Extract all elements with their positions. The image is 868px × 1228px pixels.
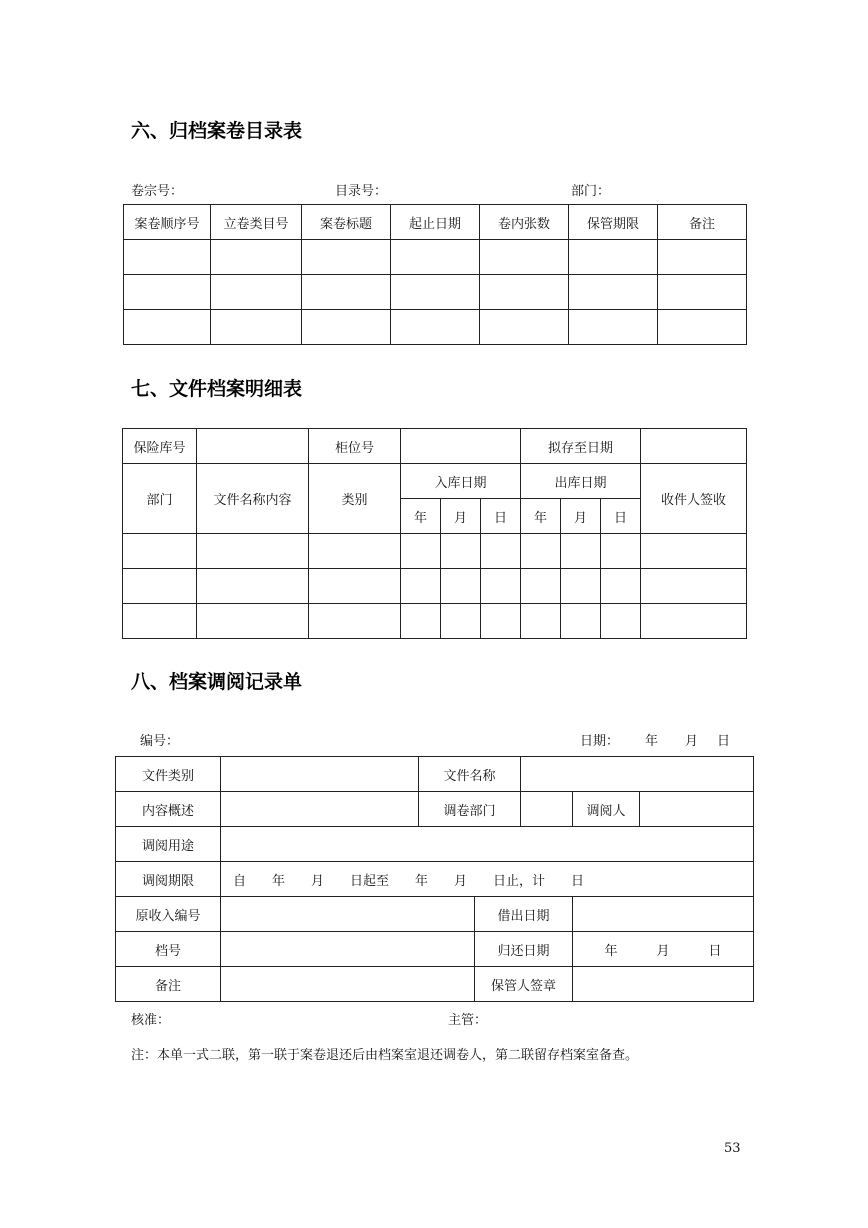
vault-number-value — [197, 429, 309, 464]
header-volume-seq: 案卷顺序号 — [124, 205, 211, 240]
content-summary-value — [221, 792, 419, 827]
table-row — [124, 310, 747, 345]
original-number-label: 原收入编号 — [116, 897, 221, 932]
keeper-sign-value — [573, 967, 754, 1002]
remarks-value — [221, 967, 475, 1002]
table-row — [124, 240, 747, 275]
table-row — [123, 429, 747, 464]
file-number-value — [221, 932, 475, 967]
header-out-day: 日 — [601, 499, 641, 534]
keeper-sign-label: 保管人签章 — [475, 967, 573, 1002]
header-category: 类别 — [309, 464, 401, 534]
reader-label: 调阅人 — [573, 792, 640, 827]
page-number: 53 — [724, 1141, 741, 1156]
header-receiver-sign: 收件人签收 — [641, 464, 747, 534]
header-out-year: 年 — [521, 499, 561, 534]
store-until-label: 拟存至日期 — [521, 429, 641, 464]
header-volume-title: 案卷标题 — [302, 205, 391, 240]
supervisor-label: 主管： — [448, 1013, 488, 1028]
record-date-day: 日 — [717, 734, 731, 749]
volume-number-label: 卷宗号： — [131, 184, 184, 199]
header-in-day: 日 — [481, 499, 521, 534]
table-row — [116, 932, 754, 967]
access-period-value: 自 年 月 日起至 年 月 日止，计 日 — [221, 862, 754, 897]
header-category-no: 立卷类目号 — [211, 205, 302, 240]
file-number-label: 档号 — [116, 932, 221, 967]
header-in-month: 月 — [441, 499, 481, 534]
vault-number-label: 保险库号 — [123, 429, 197, 464]
file-name-label: 文件名称 — [419, 757, 521, 792]
table-row — [123, 534, 747, 569]
borrow-department-value — [521, 792, 573, 827]
record-date-year: 年 — [645, 734, 659, 749]
record-number-label: 编号： — [140, 734, 180, 749]
table-row — [123, 569, 747, 604]
file-name-value — [521, 757, 754, 792]
table-row — [116, 897, 754, 932]
return-date-value: 年 月 日 — [573, 932, 754, 967]
record-date-label: 日期： — [580, 734, 620, 749]
header-retention: 保管期限 — [569, 205, 658, 240]
header-remarks: 备注 — [658, 205, 747, 240]
purpose-value — [221, 827, 754, 862]
table-row — [124, 275, 747, 310]
header-out-date: 出库日期 — [521, 464, 641, 499]
table-row — [116, 967, 754, 1002]
header-in-date: 入库日期 — [401, 464, 521, 499]
table-row — [123, 604, 747, 639]
lend-date-label: 借出日期 — [475, 897, 573, 932]
original-number-value — [221, 897, 475, 932]
archive-volume-catalog-table — [123, 204, 747, 345]
access-period-label: 调阅期限 — [116, 862, 221, 897]
form-note: 注：本单一式二联，第一联于案卷退还后由档案室退还调卷人，第二联留存档案室备查。 — [131, 1048, 639, 1063]
remarks-label: 备注 — [116, 967, 221, 1002]
lend-date-value — [573, 897, 754, 932]
file-category-value — [221, 757, 419, 792]
table-row — [116, 757, 754, 792]
content-summary-label: 内容概述 — [116, 792, 221, 827]
archive-access-record-table — [115, 756, 754, 1002]
section6-title: 六、归档案卷目录表 — [131, 120, 303, 142]
file-category-label: 文件类别 — [116, 757, 221, 792]
store-until-value — [641, 429, 747, 464]
section7-title: 七、文件档案明细表 — [131, 378, 303, 400]
approve-label: 核准： — [131, 1013, 171, 1028]
file-archive-detail-table — [122, 428, 747, 639]
header-date-range: 起止日期 — [391, 205, 480, 240]
table-row — [116, 862, 754, 897]
cabinet-position-label: 柜位号 — [309, 429, 401, 464]
cabinet-position-value — [401, 429, 521, 464]
header-sheet-count: 卷内张数 — [480, 205, 569, 240]
department-label: 部门： — [571, 184, 611, 199]
borrow-department-label: 调卷部门 — [419, 792, 521, 827]
table-row — [116, 792, 754, 827]
table-header-row — [124, 205, 747, 240]
header-file-name: 文件名称内容 — [197, 464, 309, 534]
purpose-label: 调阅用途 — [116, 827, 221, 862]
header-in-year: 年 — [401, 499, 441, 534]
return-date-label: 归还日期 — [475, 932, 573, 967]
catalog-number-label: 目录号： — [335, 184, 388, 199]
table-row — [116, 827, 754, 862]
header-department: 部门 — [123, 464, 197, 534]
header-out-month: 月 — [561, 499, 601, 534]
record-date-month: 月 — [685, 734, 699, 749]
reader-value — [640, 792, 754, 827]
table-header-row — [123, 464, 747, 499]
section8-title: 八、档案调阅记录单 — [131, 671, 303, 693]
